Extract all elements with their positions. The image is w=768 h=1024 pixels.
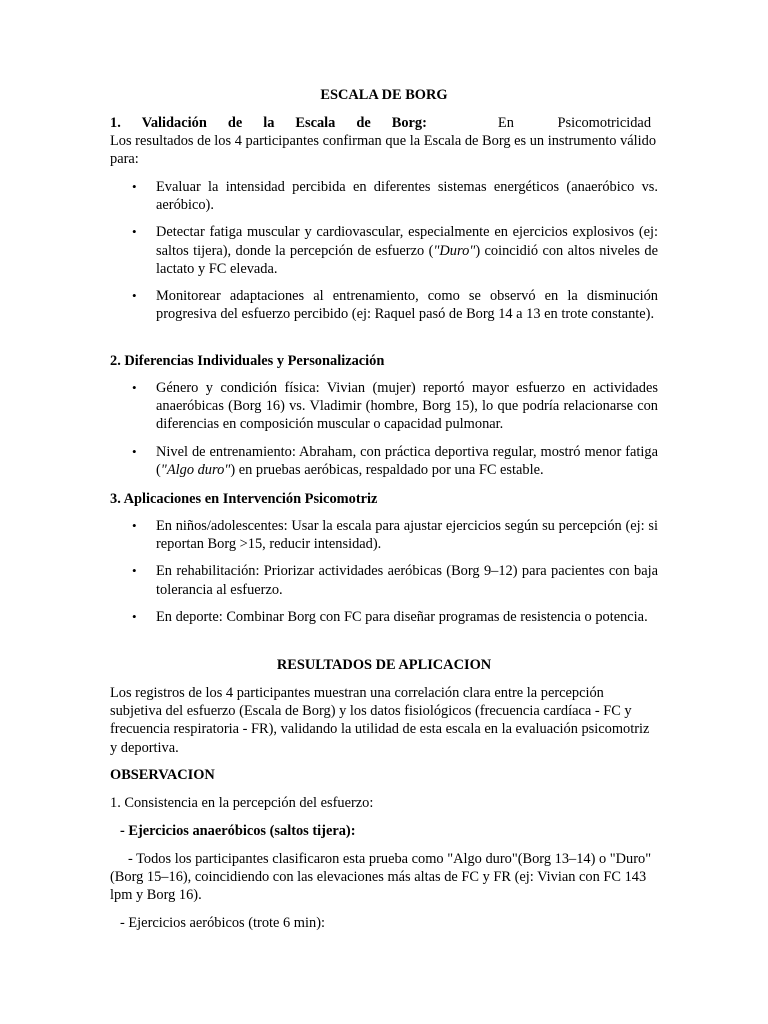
list-item: • Evaluar la intensidad percibida en diferentes sistemas energéticos (anaeróbico vs. aeróbico). bbox=[132, 179, 658, 214]
bullet-icon: • bbox=[132, 380, 137, 395]
bullet-icon: • bbox=[132, 608, 137, 624]
section1-intro: Los resultados de los 4 participantes confirman que la Escala de Borg es un instrumento válido para: bbox=[110, 133, 657, 168]
section2-heading: 2. Diferencias Individuales y Personalización bbox=[110, 353, 385, 369]
observation-heading: OBSERVACION bbox=[110, 767, 215, 783]
list-item: • Detectar fatiga muscular y cardiovascular, especialmente en ejercicios explosivos (ej: saltos tijera), donde la percepción de esfuerzo ("Duro") coincidió con altos niveles de lactato y FC elevada. bbox=[132, 224, 658, 277]
document-title: ESCALA DE BORG bbox=[320, 87, 448, 103]
list-item: • Nivel de entrenamiento: Abraham, con práctica deportiva regular, mostró menor fatiga ("Algo duro") en pruebas aeróbicas, respaldado por una FC estable. bbox=[132, 443, 658, 478]
observation-sub-anaerobic: - Ejercicios anaeróbicos (saltos tijera): bbox=[120, 823, 356, 839]
list-item: • En deporte: Combinar Borg con FC para diseñar programas de resistencia o potencia. bbox=[132, 608, 648, 625]
list-item: • En rehabilitación: Priorizar actividades aeróbicas (Borg 9–12) para pacientes con baja tolerancia al esfuerzo. bbox=[132, 563, 658, 598]
section3-heading: 3. Aplicaciones en Intervención Psicomotriz bbox=[110, 491, 378, 507]
observation-item-1: 1. Consistencia en la percepción del esfuerzo: bbox=[110, 795, 374, 811]
list-item: • En niños/adolescentes: Usar la escala para ajustar ejercicios según su percepción (ej: si reportan Borg >15, reducir intensidad). bbox=[132, 518, 658, 553]
bullet-icon: • bbox=[132, 224, 137, 240]
bullet-icon: • bbox=[132, 179, 137, 194]
observation-sub-anaerobic-text: - Todos los participantes clasificaron esta prueba como "Algo duro"(Borg 13–14) o "Duro" (Borg 15–16), coincidiendo con las elevaciones más altas de FC y FR (ej: Vivian con FC 143 lpm y Borg 16). bbox=[110, 851, 652, 904]
heading-tail: En Psicomotricidad bbox=[497, 115, 652, 131]
heading-number: 1. bbox=[110, 115, 121, 131]
bullet-icon: • bbox=[132, 443, 137, 459]
section2-list bbox=[110, 379, 658, 479]
section1-list bbox=[110, 178, 658, 323]
results-heading: RESULTADOS DE APLICACION bbox=[276, 657, 492, 673]
list-item: • Monitorear adaptaciones al entrenamiento, como se observó en la disminución progresiva del esfuerzo percibido (ej: Raquel pasó de Borg 14 a 13 en trote constante). bbox=[132, 288, 658, 323]
section3-list bbox=[110, 517, 658, 626]
list-item: • Género y condición física: Vivian (mujer) reportó mayor esfuerzo en actividades anaeróbicas (Borg 16) vs. Vladimir (hombre, Borg 15), lo que podría relacionarse con diferencias en composición muscular o capacidad pulmonar. bbox=[132, 380, 658, 433]
section1-heading: 1. Validación de la Escala de Borg: En Psicomotricidad bbox=[110, 115, 652, 131]
results-paragraph: Los registros de los 4 participantes muestran una correlación clara entre la percepción subjetiva del esfuerzo (Escala de Borg) y los datos fisiológicos (frecuencia cardíaca - FC y frecuencia respiratoria - FR), validando la utilidad de esta escala en la evaluación psicomotriz y deportiva. bbox=[110, 685, 650, 756]
bullet-icon: • bbox=[132, 563, 137, 579]
observation-sub-aerobic: - Ejercicios aeróbicos (trote 6 min): bbox=[120, 915, 325, 931]
bullet-icon: • bbox=[132, 288, 137, 304]
bullet-icon: • bbox=[132, 518, 137, 533]
